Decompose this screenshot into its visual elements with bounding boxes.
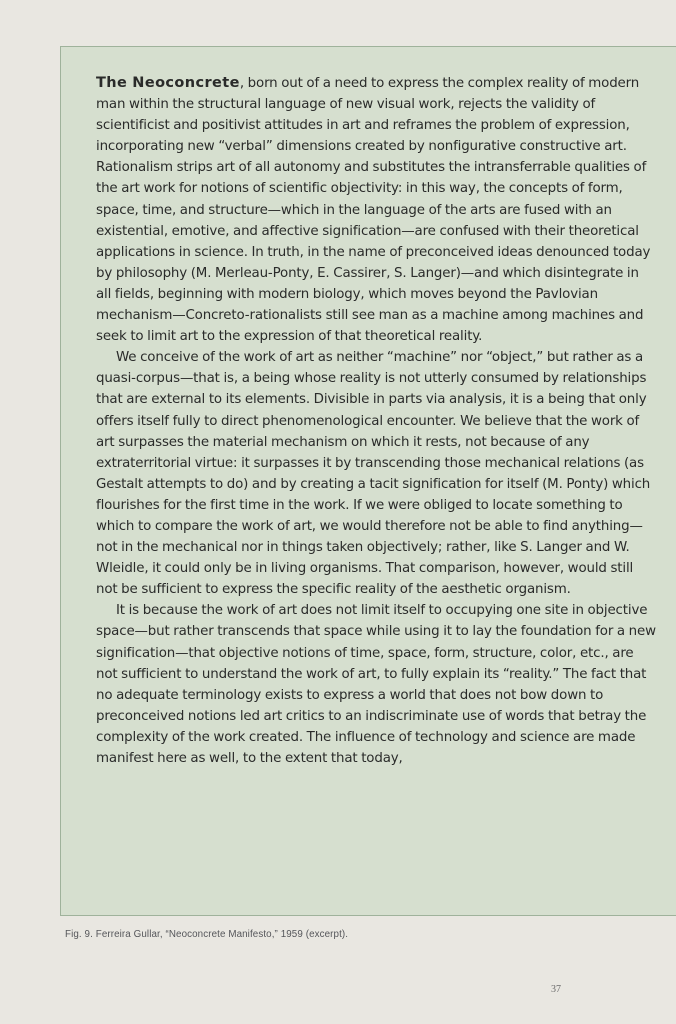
manifesto-paragraph-1 (96, 73, 656, 347)
manifesto-paragraph-2: We conceive of the work of art as neither “machine” nor “object,” but rather as a quasi-corpus—that is, a being whose reality is not utterly consumed by relationships that are external to its elements. Divisible in parts via analysis, it is a being that only offers itself fully to direct phenomenological encounter. We believe that the work of art surpasses the material mechanism on which it rests, not because of any extraterritorial virtue: it surpasses it by transcending those mechanical relations (as Gestalt attempts to do) and by creating a tacit signification for itself (M. Ponty) which flourishes for the first time in the work. If we were obliged to locate something to which to compare the work of art, we would therefore not be able to find anything—not in the mechanical nor in things taken objectively; rather, like S. Langer and W. Wleidle, it could only be in living organisms. That comparison, however, would still not be sufficient to express the specific reality of the aesthetic organism. (96, 350, 651, 598)
manifesto-paragraph-3: It is because the work of art does not limit itself to occupying one site in objective space—but rather transcends that space while using it to lay the foundation for a new signification—that objective notions of time, space, form, structure, color, etc., are not sufficient to understand the work of art, to fully explain its “reality.” The fact that no adequate terminology exists to express a world that does not bow down to preconceived notions led art critics to an indiscriminate use of words that betray the complexity of the work created. The influence of technology and science are made manifest here as well, to the extent that today, (96, 603, 656, 766)
figure-caption: Fig. 9. Ferreira Gullar, “Neoconcrete Manifesto,” 1959 (excerpt). (65, 929, 349, 940)
manifesto-panel (60, 46, 676, 916)
manifesto-text (96, 73, 656, 769)
manifesto-lead: The Neoconcrete (96, 75, 240, 91)
page-number: 37 (551, 984, 561, 995)
paragraph-1-body: , born out of a need to express the complex reality of modern man within the structural language of new visual work, rejects the validity of scientificist and positivist attitudes in art and reframes the problem of expression, incorporating new “verbal” dimensions created by nonfigurative constructive art. Rationalism strips art of all autonomy and substitutes the intransferrable qualities of the art work for notions of scientific objectivity: in this way, the concepts of form, space, time, and structure—which in the language of the arts are fused with an existential, emotive, and affective signification—are confused with their theoretical applications in science. In truth, in the name of preconceived ideas denounced today by philosophy (M. Merleau-Ponty, E. Cassirer, S. Langer)—and which disintegrate in all fields, beginning with modern biology, which moves beyond the Pavlovian mechanism—Concreto-rationalists still see man as a machine among machines and seek to limit art to the expression of that theoretical reality. (96, 76, 651, 345)
